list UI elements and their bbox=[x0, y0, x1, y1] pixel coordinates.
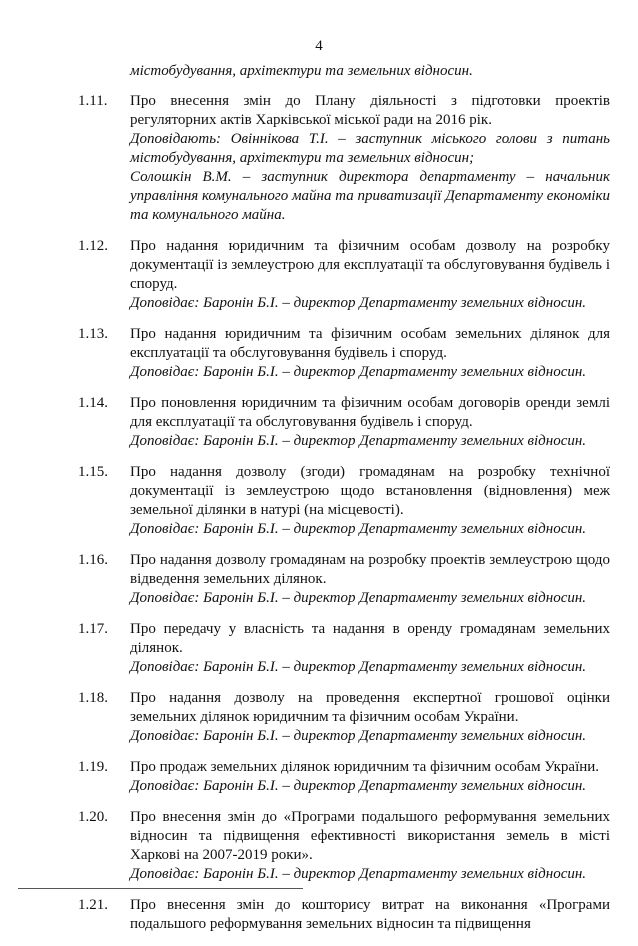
agenda-item-number: 1.19. bbox=[78, 759, 108, 775]
agenda-item-body bbox=[130, 551, 610, 608]
agenda-item-body bbox=[130, 808, 610, 884]
agenda-item-body bbox=[130, 237, 610, 313]
agenda-item-speaker: Доповідає: Баронін Б.І. – директор Департаменту земельних відносин. bbox=[130, 364, 587, 380]
agenda-item-body bbox=[130, 620, 610, 677]
agenda-item-number: 1.13. bbox=[78, 326, 108, 342]
agenda-item bbox=[0, 463, 638, 539]
agenda-item bbox=[0, 896, 638, 934]
agenda-item-title: Про надання юридичним та фізичним особам земельних ділянок для експлуатації та обслуговування будівель і споруд. bbox=[130, 326, 610, 361]
agenda-item bbox=[0, 758, 638, 796]
agenda-item-speaker: Доповідає: Баронін Б.І. – директор Департаменту земельних відносин. bbox=[130, 295, 587, 311]
carryover-text: містобудування, архітектури та земельних відносин. bbox=[130, 63, 473, 79]
agenda-item-title: Про внесення змін до «Програми подальшого реформування земельних відносин та підвищення ефективності використання земель в місті Харкові на 2007-2019 роки». bbox=[130, 809, 610, 863]
agenda-item-number: 1.20. bbox=[78, 809, 108, 825]
agenda-item-number: 1.14. bbox=[78, 395, 108, 411]
agenda-item-body bbox=[130, 394, 610, 451]
agenda-item-body bbox=[130, 463, 610, 539]
agenda-item-speaker: Доповідають: Овіннікова Т.І. – заступник міського голови з питань містобудування, архітектури та земельних відносин; bbox=[130, 131, 610, 166]
page-number: 4 bbox=[315, 38, 323, 54]
agenda-item-title: Про надання дозволу громадянам на розробку проектів землеустрою щодо відведення земельних ділянок. bbox=[130, 552, 610, 587]
agenda-item-speaker: Доповідає: Баронін Б.І. – директор Департаменту земельних відносин. bbox=[130, 521, 587, 537]
agenda-item-title: Про поновлення юридичним та фізичним особам договорів оренди землі для експлуатації та обслуговування будівель і споруд. bbox=[130, 395, 610, 430]
agenda-item-speaker: Доповідає: Баронін Б.І. – директор Департаменту земельних відносин. bbox=[130, 590, 587, 606]
agenda-item bbox=[0, 237, 638, 313]
agenda-item-body bbox=[130, 325, 610, 382]
agenda-item-speaker: Доповідає: Баронін Б.І. – директор Департаменту земельних відносин. bbox=[130, 866, 587, 882]
agenda-item bbox=[0, 394, 638, 451]
agenda-item bbox=[0, 551, 638, 608]
agenda-item-body bbox=[130, 689, 610, 746]
agenda-item-speaker: Солошкін В.М. – заступник директора департаменту – начальник управління комунального майна та приватизації Департаменту економіки та комунального майна. bbox=[130, 169, 610, 223]
agenda-item-number: 1.15. bbox=[78, 464, 108, 480]
agenda-item bbox=[0, 92, 638, 225]
agenda-item bbox=[0, 808, 638, 884]
agenda-item-title: Про надання дозволу (згоди) громадянам на розробку технічної документації із землеустрою щодо встановлення (відновлення) меж земельної ділянки в натурі (на місцевості). bbox=[130, 464, 610, 518]
agenda-item-speaker: Доповідає: Баронін Б.І. – директор Департаменту земельних відносин. bbox=[130, 778, 587, 794]
footer-divider bbox=[18, 888, 303, 889]
agenda-item-speaker: Доповідає: Баронін Б.І. – директор Департаменту земельних відносин. bbox=[130, 728, 587, 744]
agenda-item-body bbox=[130, 758, 610, 796]
agenda-item-title: Про передачу у власність та надання в оренду громадянам земельних ділянок. bbox=[130, 621, 610, 656]
agenda-item-number: 1.11. bbox=[78, 93, 108, 109]
agenda-item-title: Про внесення змін до Плану діяльності з підготовки проектів регуляторних актів Харківської міської ради на 2016 рік. bbox=[130, 93, 610, 128]
agenda-item bbox=[0, 689, 638, 746]
agenda-list bbox=[0, 92, 638, 946]
agenda-item-title: Про внесення змін до кошторису витрат на виконання «Програми подальшого реформування земельних відносин та підвищення bbox=[130, 897, 610, 932]
agenda-item-number: 1.18. bbox=[78, 690, 108, 706]
agenda-item-body bbox=[130, 92, 610, 225]
agenda-item-number: 1.12. bbox=[78, 238, 108, 254]
agenda-item-title: Про надання юридичним та фізичним особам дозволу на розробку документації із землеустрою для експлуатації та обслуговування будівель і споруд. bbox=[130, 238, 610, 292]
agenda-item-title: Про продаж земельних ділянок юридичним та фізичним особам України. bbox=[130, 759, 600, 775]
agenda-item-number: 1.17. bbox=[78, 621, 108, 637]
agenda-item bbox=[0, 325, 638, 382]
agenda-item-body bbox=[130, 896, 610, 934]
agenda-item-title: Про надання дозволу на проведення експертної грошової оцінки земельних ділянок юридичним та фізичним особам України. bbox=[130, 690, 610, 725]
agenda-item-speaker: Доповідає: Баронін Б.І. – директор Департаменту земельних відносин. bbox=[130, 433, 587, 449]
agenda-item bbox=[0, 620, 638, 677]
agenda-item-number: 1.16. bbox=[78, 552, 108, 568]
agenda-item-number: 1.21. bbox=[78, 897, 108, 913]
agenda-item-speaker: Доповідає: Баронін Б.І. – директор Департаменту земельних відносин. bbox=[130, 659, 587, 675]
